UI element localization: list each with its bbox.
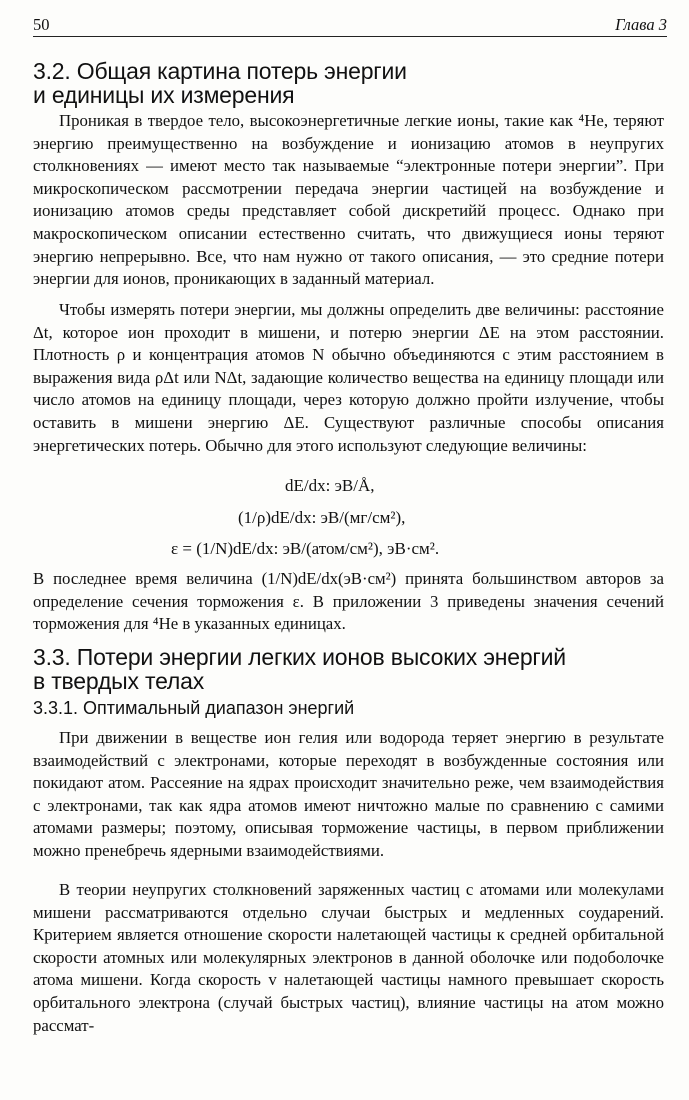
section-3-2-paragraph-3: В последнее время величина (1/N)dE/dx(эВ·см²) принята большинством авторов за определение сечения торможения ε. В приложении 3 приведены значения сечений торможения для ⁴He в указанных единицах.: [33, 569, 664, 634]
section-3-3-paragraph-2: В теории неупругих столкновений заряженных частиц с атомами или молекулами мишени рассматриваются отдельно случаи быстрых и медленных соударений. Критерием является отношение скорости налетающей частицы к средней орбитальной скорости атомных или молекулярных электронов в данной оболочке или подоболочке атома мишени. Когда скорость v налетающей частицы намного превышает скорость орбитального электрона (случай быстрых частиц), влияние частицы на атом можно рассмат-: [33, 880, 664, 1035]
chapter-title: Глава 3: [615, 15, 667, 34]
section-3-3-paragraph-1: При движении в веществе ион гелия или водорода теряет энергию в результате взаимодействий с электронами, которые переходят в возбужденные состояния или покидают атом. Рассеяние на ядрах происходит значительно реже, чем взаимодействия с электронами, так как ядра атомов имеют ничтожно малые по сравнению с самими атомами размеры; поэтому, описывая торможение частицы, в первом приближении можно пренебречь ядерными взаимодействиями.: [33, 728, 664, 860]
section-3-2-paragraph-1: Проникая в твердое тело, высокоэнергетичные легкие ионы, такие как ⁴He, теряют энергию преимущественно на возбуждение и ионизацию атомов в неупругих столкновениях — имеют место так называемые “электронные потери энергии”. При микроскопическом рассмотрении передача энергии частицей на возбуждение и ионизацию атомов среды представляет собой дискретийй процесс. Однако при макроскопическом описании естественно считать, что движущиеся ионы теряют энергию непрерывно. Все, что нам нужно от такого описания, — это средние потери энергии для ионов, проникающих в заданный материал.: [33, 111, 664, 289]
formula-de-dx: dE/dx: эВ/Å,: [285, 476, 375, 495]
section-3-2-heading: [33, 59, 664, 107]
page-number: 50: [33, 15, 50, 34]
section-3-2-title-line1: 3.2. Общая картина потерь энергии: [33, 58, 407, 84]
section-3-3-title-line2: в твердых телах: [33, 668, 205, 694]
section-3-2-title-line2: и единицы их измерения: [33, 82, 295, 108]
formula-mass-stopping: (1/ρ)dE/dx: эВ/(мг/см²),: [238, 508, 406, 527]
running-header: [33, 14, 667, 37]
section-3-3-heading: [33, 645, 664, 693]
section-3-2-paragraph-2: Чтобы измерять потери энергии, мы должны определить две величины: расстояние Δt, которое ион проходит в мишени, и потерю энергии ΔE на этом расстоянии. Плотность ρ и концентрация атомов N обычно объединяются с этим расстоянием в выражения вида ρΔt или NΔt, задающие количество вещества на единицу площади или число атомов на единицу площади, через которую должно пройти излучение, чтобы оставить в мишени энергию ΔE. Существуют различные способы описания энергетических потерь. Обычно для этого используют следующие величины:: [33, 300, 664, 455]
section-3-3-title-line1: 3.3. Потери энергии легких ионов высоких энергий: [33, 644, 566, 670]
formula-stopping-cross-section: ε = (1/N)dE/dx: эВ/(атом/см²), эВ·см².: [171, 539, 440, 558]
subsection-3-3-1-title: 3.3.1. Оптимальный диапазон энергий: [33, 698, 355, 718]
